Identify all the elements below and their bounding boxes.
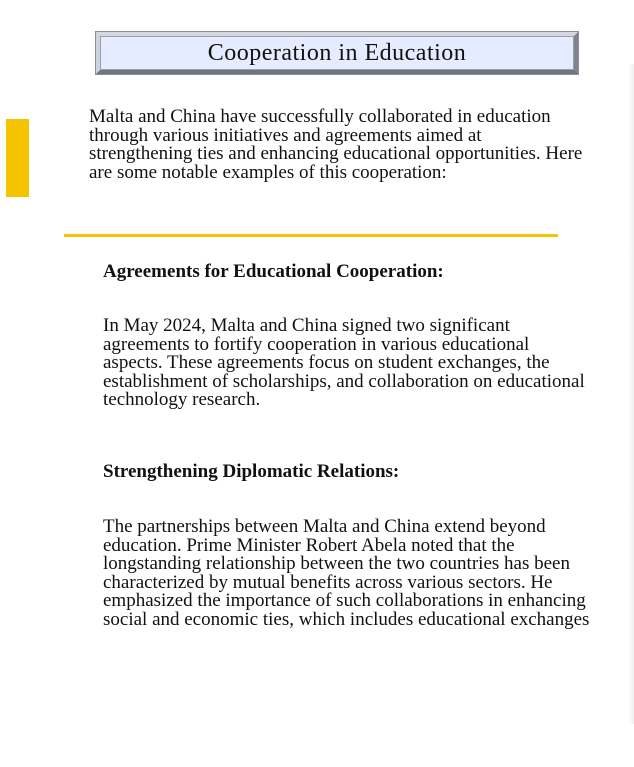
title-banner [96, 32, 578, 74]
page-title: Cooperation in Education [207, 40, 467, 66]
accent-bar [6, 119, 29, 197]
intro-paragraph: Malta and China have successfully collaborated in education through various initiatives and agreements aimed at strengthening ties and enhancing educational opportunities. Here are some notable examples of this cooperation: [89, 106, 583, 183]
section-divider [64, 234, 558, 237]
section-heading-diplomatic: Strengthening Diplomatic Relations: [103, 461, 400, 482]
section-heading-agreements: Agreements for Educational Cooperation: [103, 261, 444, 282]
section-body-agreements: In May 2024, Malta and China signed two significant agreements to fortify cooperation in various educational aspects. These agreements focus on student exchanges, the establishment of scholarships, and collaboration on educational technology research. [103, 315, 585, 410]
page-edge-shadow [628, 64, 634, 724]
section-body-diplomatic: The partnerships between Malta and China extend beyond education. Prime Minister Robert Abela noted that the longstanding relationship between the two countries has been characterized by mutual benefits across various sectors. He emphasized the importance of such collaborations in enhancing social and economic ties, which includes educational exchanges [103, 516, 590, 630]
